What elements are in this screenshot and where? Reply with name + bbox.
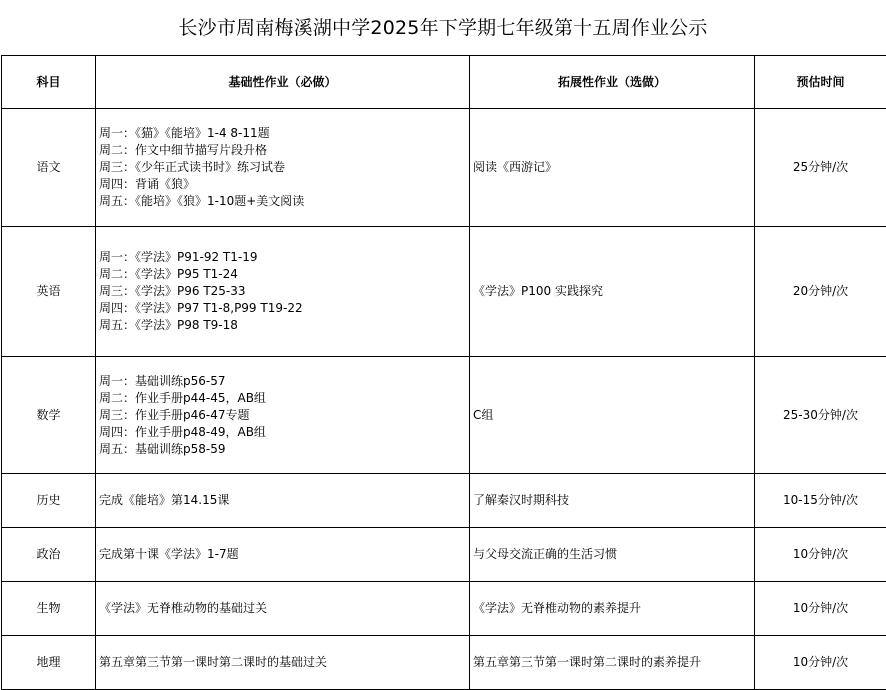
subject-cell: 生物 [2,582,96,636]
basic-homework-line: 周三：《学法》P96 T25-33 [99,283,466,300]
table-row [2,582,886,636]
header-basic: 基础性作业（必做） [96,56,470,109]
basic-homework-cell [96,582,470,636]
subject-cell: 政治 [2,528,96,582]
subject-cell: 地理 [2,636,96,690]
basic-homework-line: 周四：作业手册p48-49，AB组 [99,424,466,441]
extended-homework-cell: 《学法》无脊椎动物的素养提升 [470,582,755,636]
page-title: 长沙市周南梅溪湖中学2025年下学期七年级第十五周作业公示 [0,0,886,56]
basic-homework-line: 周四：背诵《狼》 [99,176,466,193]
header-row [2,56,886,109]
extended-homework-cell: C组 [470,357,755,474]
table-row [2,636,886,690]
basic-homework-cell [96,636,470,690]
table-row [2,357,886,474]
basic-homework-line: 周五：《学法》P98 T9-18 [99,317,466,334]
estimated-time-cell: 10分钟/次 [755,582,886,636]
table-row [2,474,886,528]
basic-homework-cell [96,109,470,227]
header-subject: 科目 [2,56,96,109]
header-extended: 拓展性作业（选做） [470,56,755,109]
estimated-time-cell: 10分钟/次 [755,528,886,582]
extended-homework-cell: 第五章第三节第一课时第二课时的素养提升 [470,636,755,690]
basic-homework-line: 完成第十课《学法》1-7题 [99,546,466,563]
basic-homework-line: 周一：《猫》《能培》1-4 8-11题 [99,125,466,142]
extended-homework-cell: 了解秦汉时期科技 [470,474,755,528]
estimated-time-cell: 25-30分钟/次 [755,357,886,474]
estimated-time-cell: 10-15分钟/次 [755,474,886,528]
basic-homework-line: 周二：作文中细节描写片段升格 [99,142,466,159]
subject-cell: 语文 [2,109,96,227]
homework-table [1,55,886,690]
estimated-time-cell: 25分钟/次 [755,109,886,227]
basic-homework-line: 周五：《能培》《狼》1-10题+美文阅读 [99,193,466,210]
subject-cell: 英语 [2,227,96,357]
basic-homework-line: 周三：《少年正式读书时》练习试卷 [99,159,466,176]
table-row [2,528,886,582]
subject-cell: 历史 [2,474,96,528]
extended-homework-cell: 阅读《西游记》 [470,109,755,227]
basic-homework-line: 周五：基础训练p58-59 [99,441,466,458]
header-time: 预估时间 [755,56,886,109]
table-row [2,109,886,227]
basic-homework-line: 第五章第三节第一课时第二课时的基础过关 [99,654,466,671]
basic-homework-line: 周三：作业手册p46-47专题 [99,407,466,424]
basic-homework-cell [96,528,470,582]
basic-homework-cell [96,227,470,357]
basic-homework-line: 完成《能培》第14.15课 [99,492,466,509]
basic-homework-line: 周二：作业手册p44-45，AB组 [99,390,466,407]
basic-homework-line: 《学法》无脊椎动物的基础过关 [99,600,466,617]
extended-homework-cell: 与父母交流正确的生活习惯 [470,528,755,582]
basic-homework-cell [96,474,470,528]
estimated-time-cell: 10分钟/次 [755,636,886,690]
subject-cell: 数学 [2,357,96,474]
estimated-time-cell: 20分钟/次 [755,227,886,357]
basic-homework-line: 周一：《学法》P91-92 T1-19 [99,249,466,266]
basic-homework-line: 周二：《学法》P95 T1-24 [99,266,466,283]
table-row [2,227,886,357]
basic-homework-line: 周一：基础训练p56-57 [99,373,466,390]
basic-homework-line: 周四：《学法》P97 T1-8,P99 T19-22 [99,300,466,317]
extended-homework-cell: 《学法》P100 实践探究 [470,227,755,357]
basic-homework-cell [96,357,470,474]
